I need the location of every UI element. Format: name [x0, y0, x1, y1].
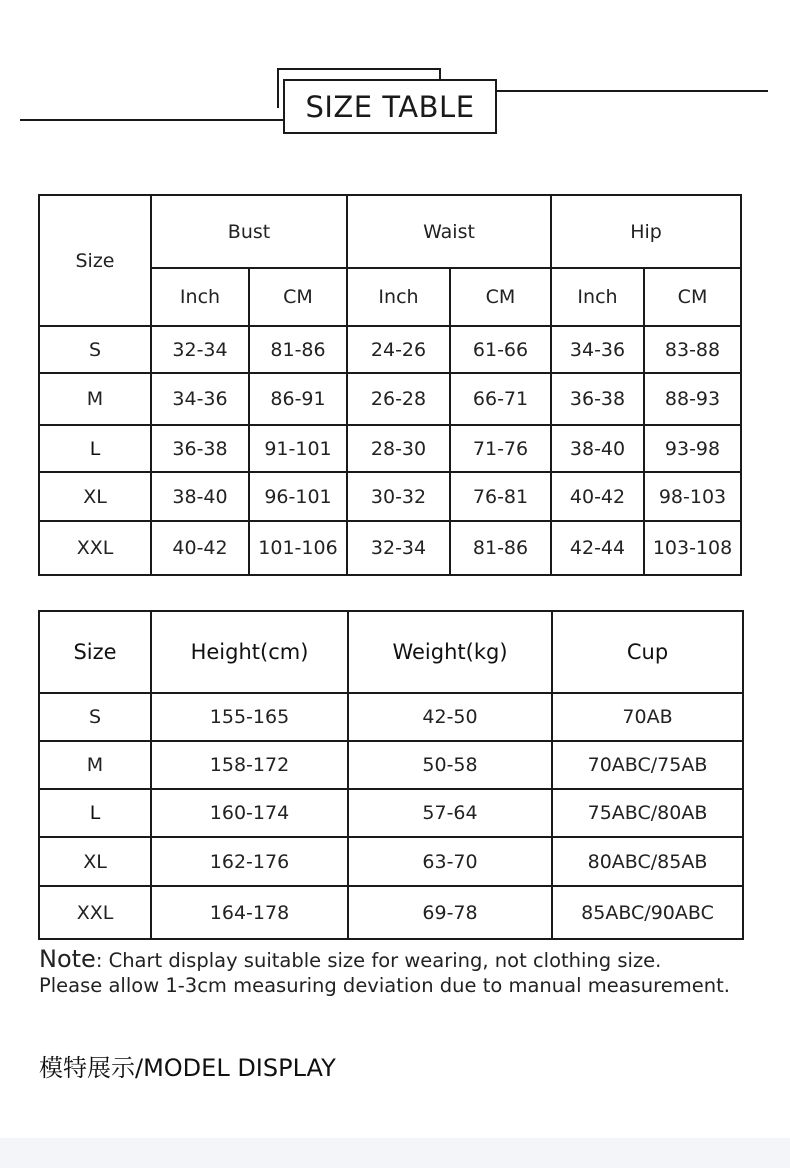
table-row	[39, 326, 741, 373]
size-cell: L	[39, 789, 151, 837]
unit-header: Inch	[151, 268, 249, 326]
table-cell: 71-76	[450, 425, 551, 472]
size-cell: XXL	[39, 521, 151, 575]
note-lead: Note	[39, 945, 96, 973]
table-row	[39, 472, 741, 521]
table-cell: 40-42	[551, 472, 644, 521]
table-cell: 76-81	[450, 472, 551, 521]
table-cell: 91-101	[249, 425, 347, 472]
table-cell: 38-40	[151, 472, 249, 521]
table-row	[39, 789, 743, 837]
hip-header: Hip	[551, 195, 741, 268]
table-cell: 26-28	[347, 373, 450, 425]
table-cell: 98-103	[644, 472, 741, 521]
table-row	[39, 425, 741, 472]
table-cell: 42-44	[551, 521, 644, 575]
height-cell: 164-178	[151, 886, 348, 939]
size-cell: M	[39, 373, 151, 425]
table-cell: 36-38	[151, 425, 249, 472]
table-cell: 103-108	[644, 521, 741, 575]
header-rule-right	[497, 90, 768, 92]
measurement-table	[38, 194, 742, 576]
table-cell: 24-26	[347, 326, 450, 373]
table-cell: 88-93	[644, 373, 741, 425]
size-cell: S	[39, 693, 151, 741]
table-cell: 66-71	[450, 373, 551, 425]
cup-cell: 80ABC/85AB	[552, 837, 743, 886]
size-cell: XXL	[39, 886, 151, 939]
table-row	[39, 693, 743, 741]
unit-header: CM	[450, 268, 551, 326]
unit-header: CM	[249, 268, 347, 326]
cup-cell: 85ABC/90ABC	[552, 886, 743, 939]
table-cell: 83-88	[644, 326, 741, 373]
header-rule-left	[20, 119, 285, 121]
unit-header: CM	[644, 268, 741, 326]
waist-header: Waist	[347, 195, 551, 268]
table-cell: 81-86	[450, 521, 551, 575]
table-cell: 101-106	[249, 521, 347, 575]
cup-cell: 70ABC/75AB	[552, 741, 743, 789]
weight-header: Weight(kg)	[348, 611, 552, 693]
note-line-2: Please allow 1-3cm measuring deviation due to manual measurement.	[39, 974, 730, 997]
table-cell: 34-36	[151, 373, 249, 425]
weight-cell: 57-64	[348, 789, 552, 837]
size-cell: XL	[39, 837, 151, 886]
model-display-heading: 模特展示/MODEL DISPLAY	[39, 1054, 336, 1082]
table-cell: 32-34	[151, 326, 249, 373]
height-cell: 158-172	[151, 741, 348, 789]
table-cell: 96-101	[249, 472, 347, 521]
unit-header: Inch	[551, 268, 644, 326]
table-cell: 40-42	[151, 521, 249, 575]
size-cell: L	[39, 425, 151, 472]
table-row	[39, 837, 743, 886]
table-cell: 34-36	[551, 326, 644, 373]
size-cell: S	[39, 326, 151, 373]
table-row	[39, 886, 743, 939]
height-header: Height(cm)	[151, 611, 348, 693]
size-header: Size	[39, 195, 151, 326]
size-header: Size	[39, 611, 151, 693]
size-cell: M	[39, 741, 151, 789]
table-cell: 38-40	[551, 425, 644, 472]
weight-cell: 63-70	[348, 837, 552, 886]
table-row	[39, 741, 743, 789]
height-cell: 155-165	[151, 693, 348, 741]
unit-header: Inch	[347, 268, 450, 326]
table-cell: 61-66	[450, 326, 551, 373]
weight-cell: 69-78	[348, 886, 552, 939]
table-cell: 28-30	[347, 425, 450, 472]
table-cell: 30-32	[347, 472, 450, 521]
cup-header: Cup	[552, 611, 743, 693]
table-cell: 36-38	[551, 373, 644, 425]
table-cell: 81-86	[249, 326, 347, 373]
table-cell: 86-91	[249, 373, 347, 425]
fit-table	[38, 610, 744, 940]
height-cell: 160-174	[151, 789, 348, 837]
page-title: SIZE TABLE	[283, 79, 497, 134]
table-row	[39, 373, 741, 425]
height-cell: 162-176	[151, 837, 348, 886]
table-cell: 32-34	[347, 521, 450, 575]
table-cell: 93-98	[644, 425, 741, 472]
bust-header: Bust	[151, 195, 347, 268]
weight-cell: 42-50	[348, 693, 552, 741]
note-line-1: : Chart display suitable size for wearing, not clothing size.	[95, 949, 662, 972]
cup-cell: 75ABC/80AB	[552, 789, 743, 837]
table-row	[39, 521, 741, 575]
footer-band	[0, 1138, 790, 1168]
measurement-note	[39, 947, 759, 998]
size-cell: XL	[39, 472, 151, 521]
cup-cell: 70AB	[552, 693, 743, 741]
weight-cell: 50-58	[348, 741, 552, 789]
